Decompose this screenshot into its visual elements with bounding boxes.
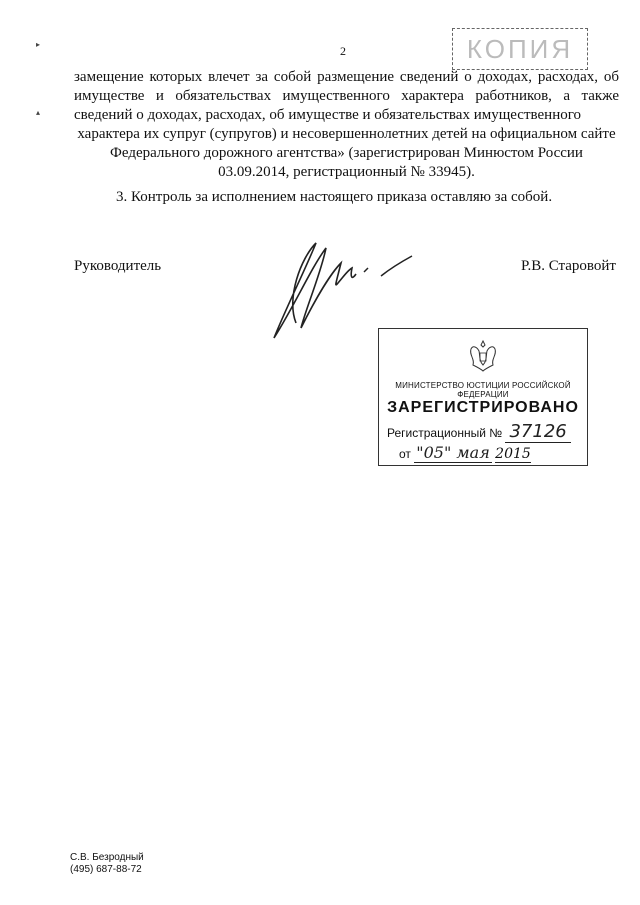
scan-dot-mark: ▸	[36, 40, 41, 49]
date-prefix: от	[399, 447, 411, 461]
registration-stamp	[378, 328, 588, 466]
signatory-name: Р.В. Старовойт	[521, 258, 616, 274]
registration-date-row	[399, 443, 531, 462]
executor-name: С.В. Безродный	[70, 852, 144, 863]
registration-number-value: 37126	[505, 421, 570, 443]
scan-dot-mark: ▴	[36, 108, 41, 117]
registration-number-label: Регистрационный №	[387, 426, 503, 440]
item-3: 3. Контроль за исполнением настоящего приказа оставляю за собой.	[116, 189, 553, 205]
registration-year-value: 2015	[495, 446, 531, 462]
coat-of-arms-icon	[463, 337, 503, 375]
copy-stamp: КОПИЯ	[452, 28, 588, 70]
body-paragraph-2: характера их супруг (супругов) и несовершеннолетних детей на официальном сайте Федерального дорожного агентства» (зарегистрирован Минюстом России 03.09.2014, регистрационный № 33945).	[77, 126, 616, 180]
executor-phone: (495) 687-88-72	[70, 864, 142, 875]
ministry-name: МИНИСТЕРСТВО ЮСТИЦИИ РОССИЙСКОЙ ФЕДЕРАЦИИ	[395, 381, 571, 399]
registration-number-row	[387, 421, 571, 442]
document-body	[74, 68, 619, 207]
page-number: 2	[340, 44, 346, 58]
executor-block	[70, 852, 144, 876]
signatory-title: Руководитель	[74, 258, 162, 274]
body-paragraph-1: замещение которых влечет за собой размещение сведений о доходах, расходах, об имуществе и обязательствах имущественного характера работников, а также сведений о доходах, расходах, об имуществе и обязательствах имущественного	[74, 69, 619, 123]
registration-date-value: "05" мая	[416, 443, 490, 462]
registered-label: ЗАРЕГИСТРИРОВАНО	[387, 399, 579, 416]
